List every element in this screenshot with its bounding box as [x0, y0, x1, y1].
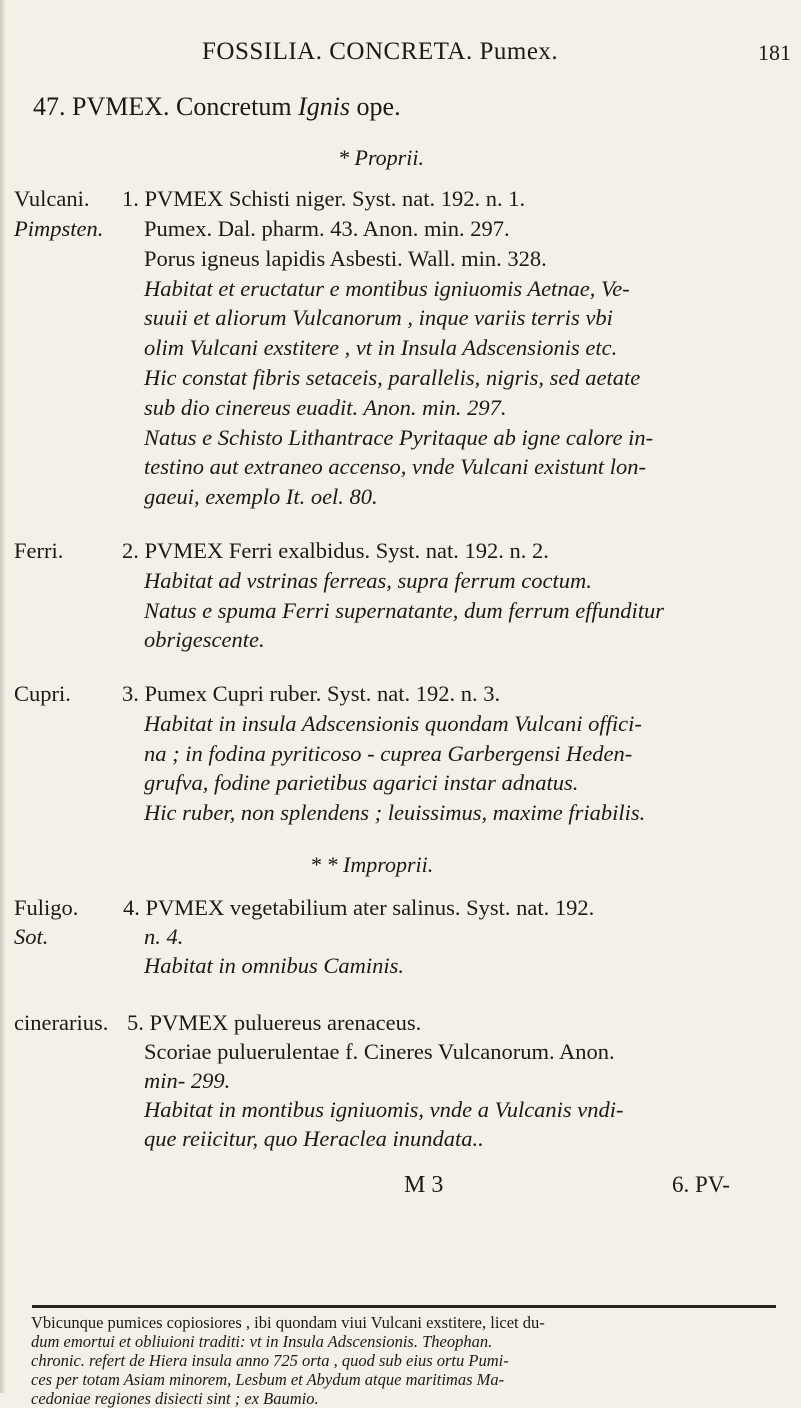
entry-1-line: Natus e Schisto Lithantrace Pyritaque ab igne calore in- [144, 425, 654, 450]
margin-note-pimpsten: Pimpsten. [14, 216, 104, 241]
catchword: 6. PV- [672, 1172, 730, 1197]
section-number: 47. [33, 92, 66, 121]
footnote-line: chronic. refert de Hiera insula anno 725 orta , quod sub eius ortu Pumi- [31, 1351, 509, 1370]
entry-2-line: Habitat ad vstrinas ferreas, supra ferrum coctum. [144, 568, 592, 593]
entry-1-line: Pumex. Dal. pharm. 43. Anon. min. 297. [144, 216, 510, 241]
entry-1-line: suuii et aliorum Vulcanorum , inque variis terris vbi [144, 305, 613, 330]
entry-1-line: Hic constat fibris setaceis, parallelis, nigris, sed aetate [144, 365, 641, 390]
entry-1-line: 1. PVMEX Schisti niger. Syst. nat. 192. n. 1. [122, 186, 526, 211]
margin-note-ferri: Ferri. [14, 538, 64, 563]
entry-4-line: Habitat in omnibus Caminis. [144, 953, 405, 978]
entry-2-line: 2. PVMEX Ferri exalbidus. Syst. nat. 192. n. 2. [122, 538, 549, 563]
footnote-rule [32, 1305, 776, 1308]
footnote-line: ces per totam Asiam minorem, Lesbum et Abydum atque maritimas Ma- [31, 1370, 505, 1389]
footnote-line: cedoniae regiones disiecti sint ; ex Baumio. [31, 1389, 319, 1408]
footnote-line: Vbicunque pumices copiosiores , ibi quondam viui Vulcani exstitere, licet du- [31, 1313, 545, 1332]
entry-1-line: testino aut extraneo accenso, vnde Vulcani existunt lon- [144, 454, 646, 479]
footnote-line: dum emortui et obliuioni traditi: vt in Insula Adscensionis. Theophan. [31, 1332, 493, 1351]
entry-5-line: Habitat in montibus igniuomis, vnde a Vulcanis vndi- [144, 1097, 624, 1122]
running-title: FOSSILIA. CONCRETA. Pumex. [202, 38, 559, 65]
running-header [0, 38, 801, 70]
section-rest: Concretum [176, 92, 292, 121]
entry-4-line: 4. PVMEX vegetabilium ater salinus. Syst. nat. 192. [123, 895, 595, 920]
section-heading [33, 92, 401, 122]
entry-5-line: Scoriae puluerulentae f. Cineres Vulcanorum. Anon. [144, 1039, 615, 1064]
entry-3-line: Hic ruber, non splendens ; leuissimus, maxime friabilis. [144, 800, 646, 825]
entry-3-line: 3. Pumex Cupri ruber. Syst. nat. 192. n. 3. [122, 681, 501, 706]
entry-1-line: Porus igneus lapidis Asbesti. Wall. min. 328. [144, 246, 547, 271]
page-edge-shadow [0, 0, 6, 1393]
margin-note-cupri: Cupri. [14, 681, 71, 706]
group-improprii: * * Improprii. [310, 852, 434, 877]
entry-5-line: que reiicitur, quo Heraclea inundata.. [144, 1126, 484, 1151]
section-ignis: Ignis [298, 92, 351, 121]
entry-1-line: Habitat et eructatur e montibus igniuomis Aetnae, Ve- [144, 276, 630, 301]
page-number: 181 [758, 40, 791, 65]
margin-note-cinerarius: cinerarius. [14, 1010, 109, 1035]
entry-1-line: gaeui, exemplo It. oel. 80. [144, 484, 378, 509]
margin-note-fuligo: Fuligo. [14, 895, 79, 920]
margin-note-sot: Sot. [14, 924, 49, 949]
section-name: PVMEX. [72, 92, 170, 121]
entry-4-line: n. 4. [144, 924, 184, 949]
entry-5-line: 5. PVMEX puluereus arenaceus. [127, 1010, 422, 1035]
entry-2-line: obrigescente. [144, 627, 265, 652]
entry-1-line: olim Vulcani exstitere , vt in Insula Adscensionis etc. [144, 335, 618, 360]
signature-mark: M 3 [404, 1172, 444, 1198]
entry-3-line: Habitat in insula Adscensionis quondam Vulcani offici- [144, 711, 642, 736]
margin-note-vulcani: Vulcani. [14, 186, 90, 211]
group-proprii: * Proprii. [338, 145, 424, 170]
entry-3-line: grufva, fodine parietibus agarici instar adnatus. [144, 770, 579, 795]
entry-3-line: na ; in fodina pyriticoso - cuprea Garbergensi Heden- [144, 741, 633, 766]
entry-2-line: Natus e spuma Ferri supernatante, dum ferrum effunditur [144, 598, 664, 623]
section-ope: ope. [356, 92, 401, 121]
entry-5-line: min- 299. [144, 1068, 231, 1093]
entry-1-line: sub dio cinereus euadit. Anon. min. 297. [144, 395, 507, 420]
